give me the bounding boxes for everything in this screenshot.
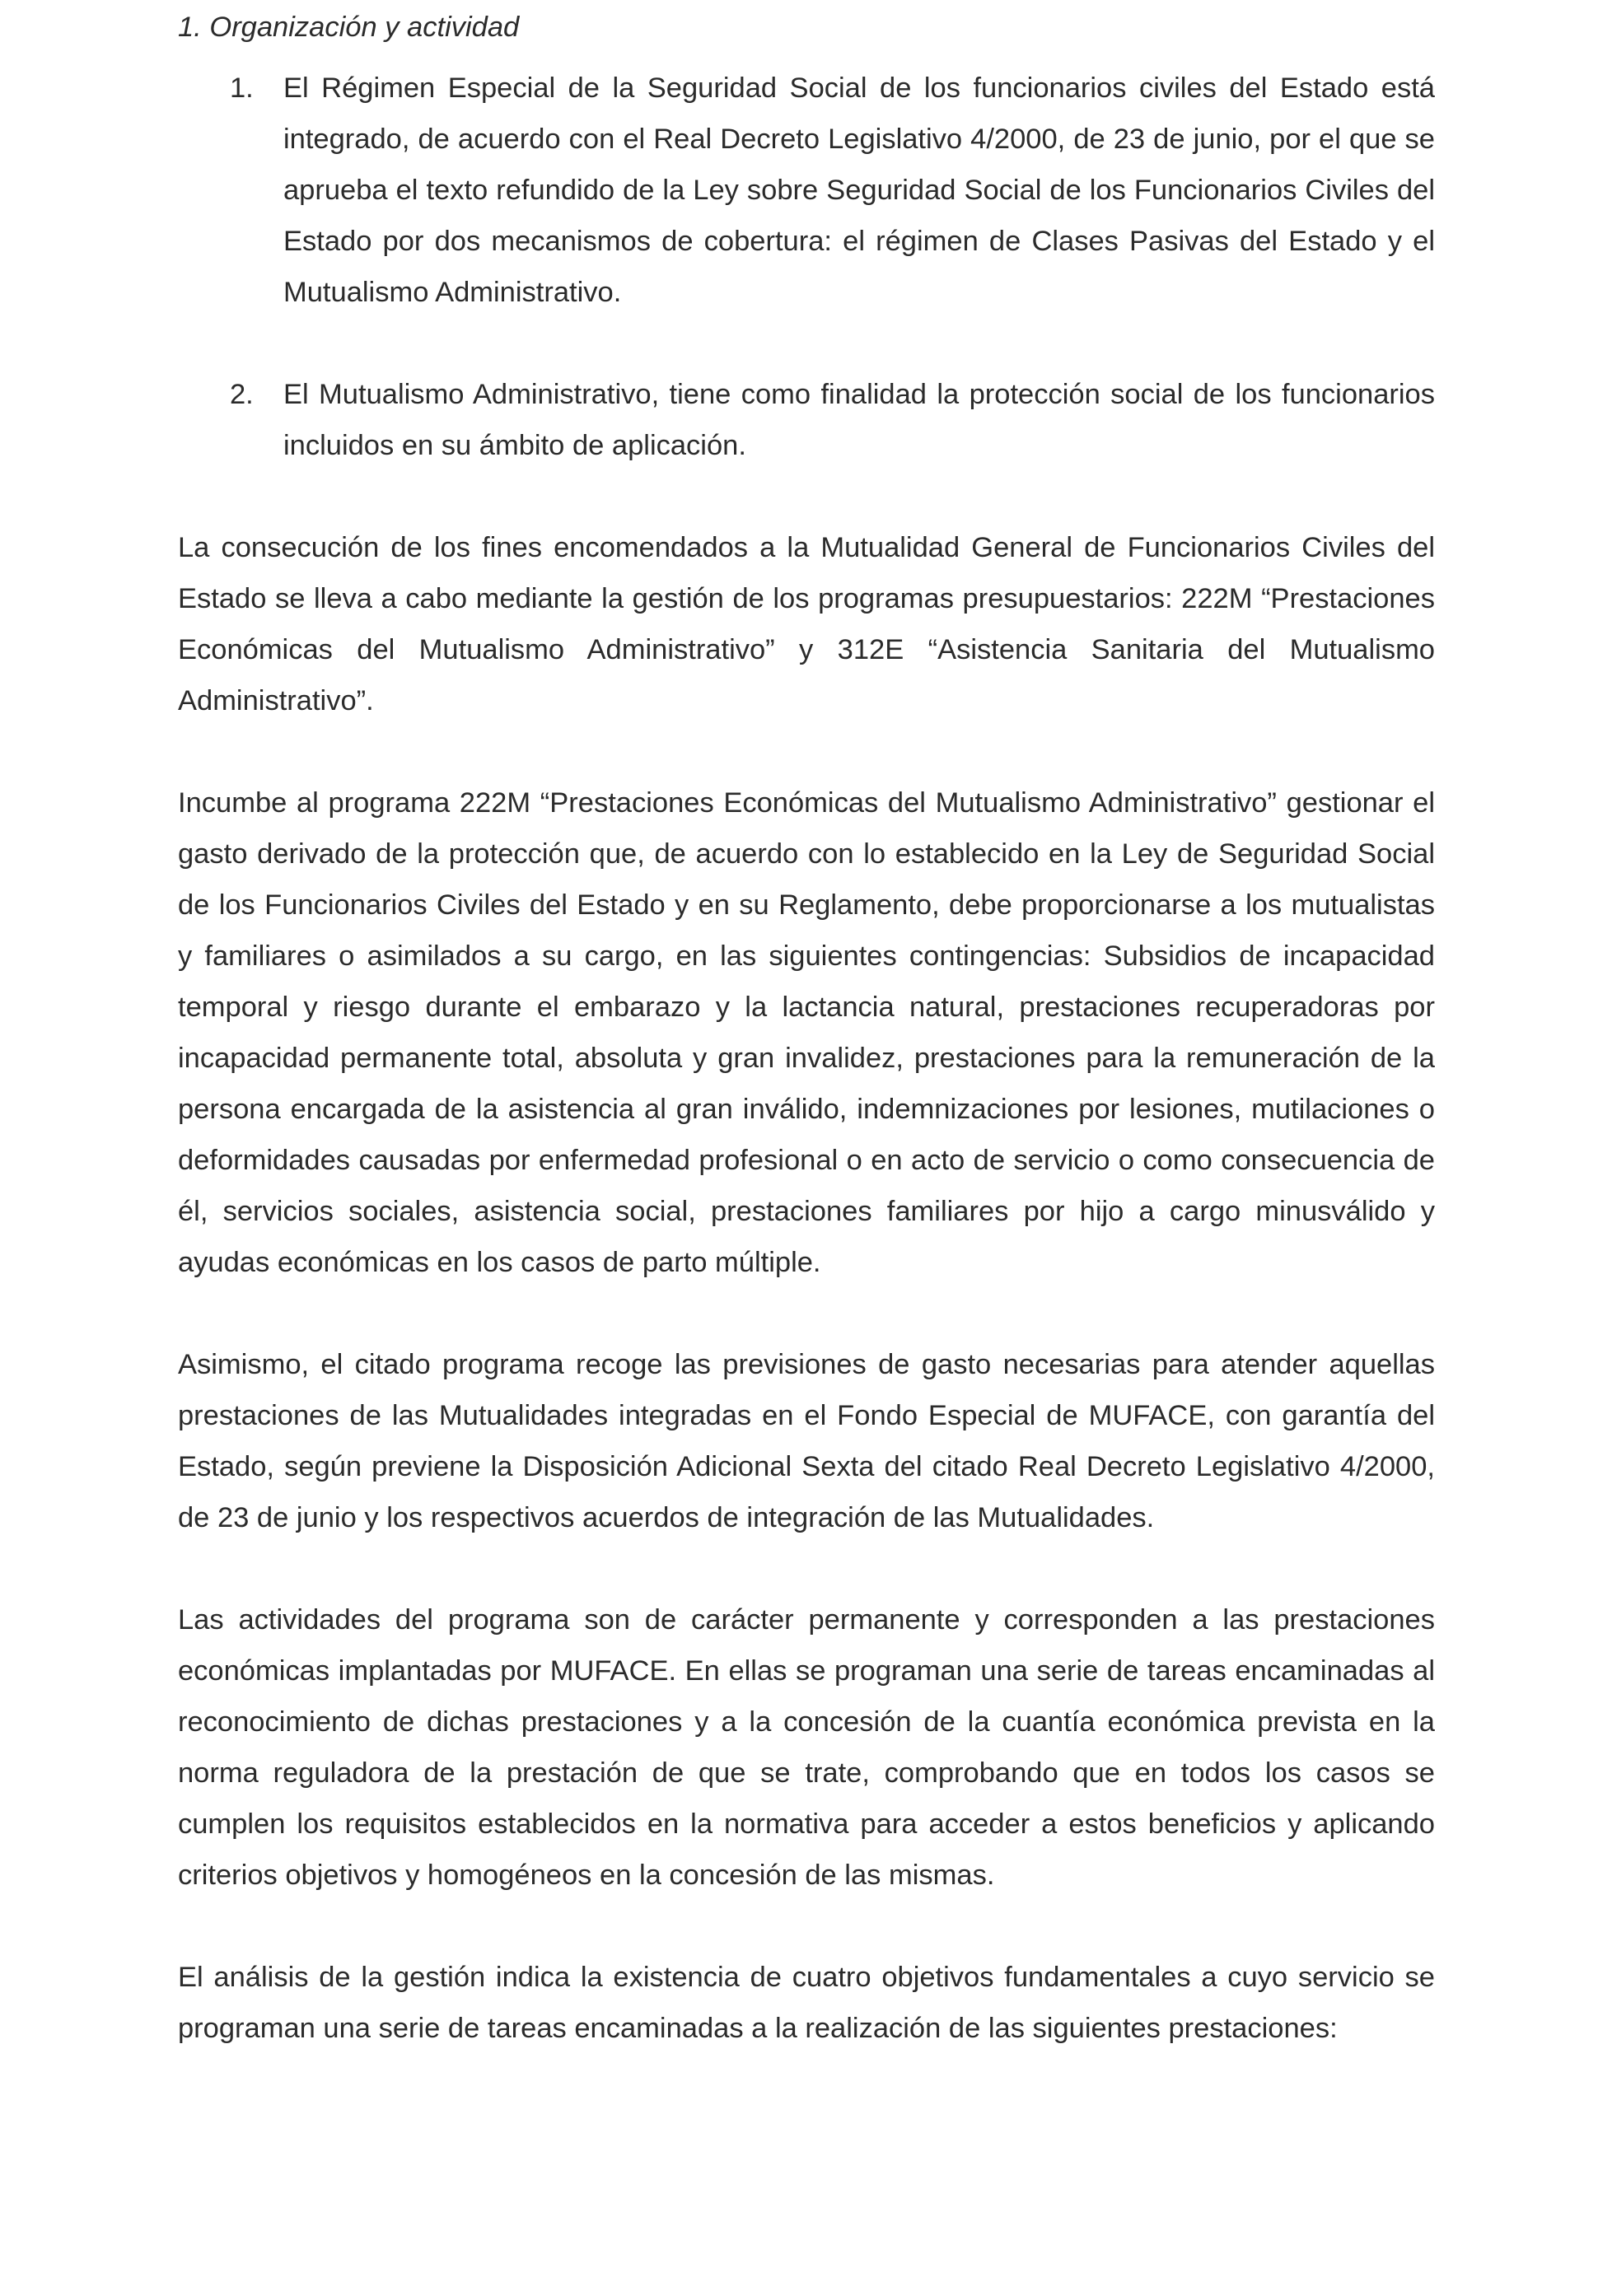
list-item	[178, 63, 1435, 318]
list-item-number: 2.	[230, 379, 254, 410]
list-item-text: El Mutualismo Administrativo, tiene como finalidad la protección social de los funcionarios incluidos en su ámbito de aplicación.	[283, 379, 1435, 461]
document-page	[178, 0, 1435, 2105]
paragraph: Asimismo, el citado programa recoge las previsiones de gasto necesarias para atender aquellas prestaciones de las Mutualidades integradas en el Fondo Especial de MUFACE, con garantía del Estado, según previene la Disposición Adicional Sexta del citado Real Decreto Legislativo 4/2000, de 23 de junio y los respectivos acuerdos de integración de las Mutualidades.	[178, 1349, 1435, 1533]
section-title: 1. Organización y actividad	[178, 12, 520, 43]
list-item-number: 1.	[230, 72, 254, 104]
paragraph: El análisis de la gestión indica la existencia de cuatro objetivos fundamentales a cuyo servicio se programan una serie de tareas encaminadas a la realización de las siguientes prestaciones:	[178, 1962, 1435, 2044]
paragraph: Las actividades del programa son de carácter permanente y corresponden a las prestaciones económicas implantadas por MUFACE. En ellas se programan una serie de tareas encaminadas al reconocimiento de dichas prestaciones y a la concesión de la cuantía económica prevista en la norma reguladora de la prestación de que se trate, comprobando que en todos los casos se cumplen los requisitos establecidos en la normativa para acceder a estos beneficios y aplicando criterios objetivos y homogéneos en la concesión de las mismas.	[178, 1604, 1435, 1891]
paragraph: Incumbe al programa 222M “Prestaciones Económicas del Mutualismo Administrativo” gestionar el gasto derivado de la protección que, de acuerdo con lo establecido en la Ley de Seguridad Social de los Funcionarios Civiles del Estado y en su Reglamento, debe proporcionarse a los mutualistas y familiares o asimilados a su cargo, en las siguientes contingencias: Subsidios de incapacidad temporal y riesgo durante el embarazo y la lactancia natural, prestaciones recuperadoras por incapacidad permanente total, absoluta y gran invalidez, prestaciones para la remuneración de la persona encargada de la asistencia al gran inválido, indemnizaciones por lesiones, mutilaciones o deformidades causadas por enfermedad profesional o en acto de servicio o como consecuencia de él, servicios sociales, asistencia social, prestaciones familiares por hijo a cargo minusválido y ayudas económicas en los casos de parto múltiple.	[178, 787, 1435, 1278]
list-item	[178, 369, 1435, 471]
list-item-text: El Régimen Especial de la Seguridad Social de los funcionarios civiles del Estado está integrado, de acuerdo con el Real Decreto Legislativo 4/2000, de 23 de junio, por el que se aprueba el texto refundido de la Ley sobre Seguridad Social de los Funcionarios Civiles del Estado por dos mecanismos de cobertura: el régimen de Clases Pasivas del Estado y el Mutualismo Administrativo.	[283, 72, 1435, 308]
numbered-list	[178, 63, 1435, 471]
paragraph: La consecución de los fines encomendados a la Mutualidad General de Funcionarios Civiles del Estado se lleva a cabo mediante la gestión de los programas presupuestarios: 222M “Prestaciones Económicas del Mutualismo Administrativo” y 312E “Asistencia Sanitaria del Mutualismo Administrativo”.	[178, 532, 1435, 716]
